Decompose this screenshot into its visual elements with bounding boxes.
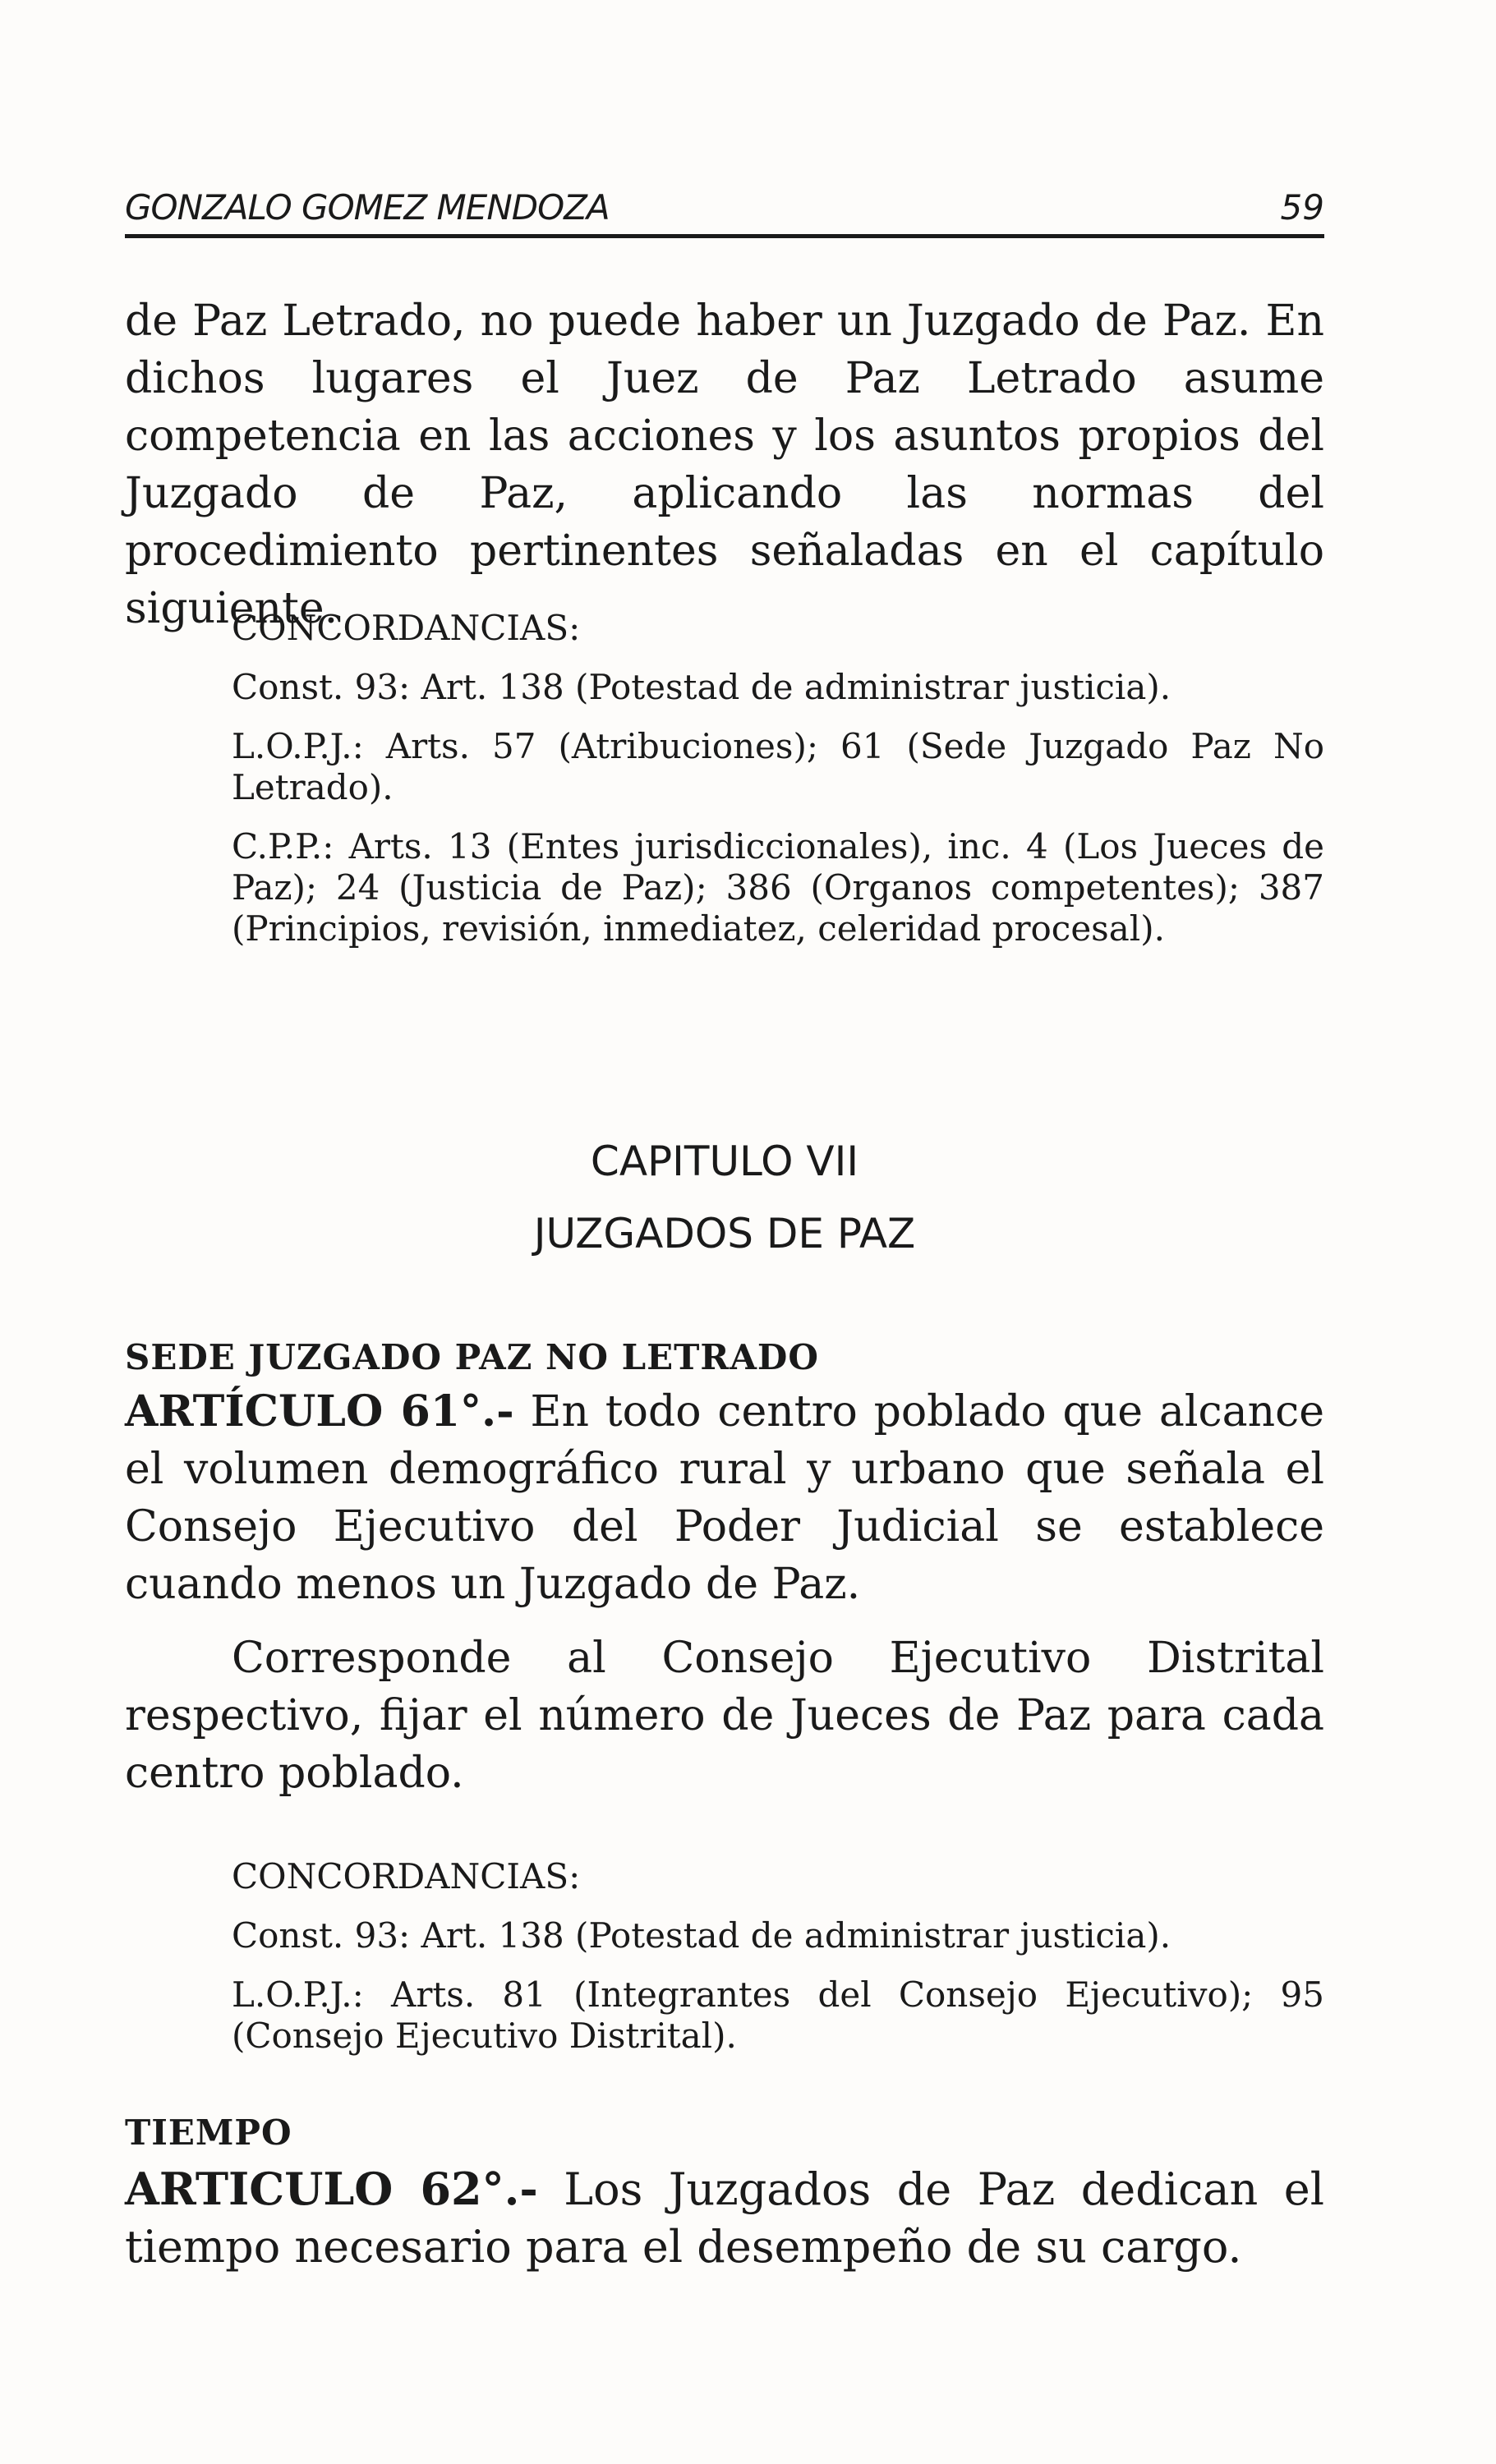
article-61 <box>125 1383 1324 1802</box>
concordancia-item: L.O.P.J.: Arts. 57 (Atribuciones); 61 (Sede Juzgado Paz No Letrado). <box>232 726 1324 807</box>
article-61-label: ARTÍCULO 61°.- <box>125 1386 514 1437</box>
article-62-label: ARTICULO 62°.- <box>125 2163 538 2215</box>
book-page <box>125 0 1324 2464</box>
article-62 <box>125 2160 1324 2276</box>
concordancias-block-1 <box>232 608 1324 968</box>
article-62-text: Los Juzgados de Paz dedican el tiempo necesario para el desempeño de su cargo. <box>125 2163 1324 2273</box>
running-header <box>125 168 1324 238</box>
section-heading-sede: SEDE JUZGADO PAZ NO LETRADO <box>125 1337 819 1377</box>
concordancias-label: CONCORDANCIAS: <box>232 608 581 648</box>
article-61-second-paragraph: Corresponde al Consejo Ejecutivo Distrital respectivo, fijar el número de Jueces de Paz para cada centro poblado. <box>125 1634 1324 1798</box>
page-number: 59 <box>1280 187 1324 228</box>
concordancia-item: C.P.P.: Arts. 13 (Entes jurisdiccionales), inc. 4 (Los Jueces de Paz); 24 (Justicia de Paz); 386 (Organos competentes); 387 (Principios, revisión, inmediatez, celeridad procesal). <box>232 826 1324 949</box>
concordancias-label: CONCORDANCIAS: <box>232 1856 581 1896</box>
chapter-title: JUZGADOS DE PAZ <box>533 1210 916 1257</box>
chapter-number: CAPITULO VII <box>590 1138 859 1185</box>
chapter-heading <box>125 1125 1324 1270</box>
intro-paragraph: de Paz Letrado, no puede haber un Juzgado de Paz. En dichos lugares el Juez de Paz Letrado asume competencia en las acciones y los asuntos propios del Juzgado de Paz, aplicando las normas del procedimiento pertinentes señaladas en el capítulo siguiente. <box>125 297 1324 633</box>
concordancia-item: L.O.P.J.: Arts. 81 (Integrantes del Consejo Ejecutivo); 95 (Consejo Ejecutivo Distrital). <box>232 1974 1324 2056</box>
header-author: GONZALO GOMEZ MENDOZA <box>125 187 610 228</box>
concordancia-item: Const. 93: Art. 138 (Potestad de administrar justicia). <box>232 667 1171 707</box>
concordancias-block-2 <box>232 1856 1324 2075</box>
concordancia-item: Const. 93: Art. 138 (Potestad de administrar justicia). <box>232 1915 1171 1956</box>
article-61-text: En todo centro poblado que alcance el volumen demográfico rural y urbano que señala el Consejo Ejecutivo del Poder Judicial se establece cuando menos un Juzgado de Paz. <box>125 1387 1324 1609</box>
section-heading-tiempo: TIEMPO <box>125 2112 292 2153</box>
